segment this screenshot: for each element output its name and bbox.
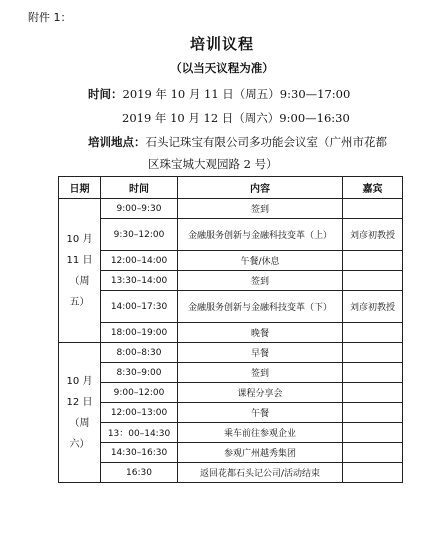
table-row — [59, 323, 403, 343]
content-cell: 签到 — [178, 363, 343, 383]
header-guest: 嘉宾 — [343, 177, 403, 199]
table-row — [59, 219, 403, 251]
date-line: （周 — [69, 417, 90, 429]
time-cell: 14:00–17:30 — [101, 291, 178, 323]
location-line-1 — [88, 134, 387, 150]
guest-cell — [343, 383, 403, 403]
date-line: 11 日 — [66, 254, 93, 266]
table-row — [59, 443, 403, 463]
time-cell: 16:30 — [101, 463, 178, 483]
header-content: 内容 — [178, 177, 343, 199]
guest-cell — [343, 423, 403, 443]
header-date: 日期 — [59, 177, 101, 199]
table-row — [59, 463, 403, 483]
time-cell: 8:00–8:30 — [101, 343, 178, 363]
content-cell: 返回花都石头记公司/活动结束 — [178, 463, 343, 483]
date-line: 六） — [69, 438, 90, 450]
date-line: （周 — [69, 275, 90, 287]
guest-cell — [343, 363, 403, 383]
table-row — [59, 199, 403, 219]
time-cell: 12:00–13:00 — [101, 403, 178, 423]
time-line-1 — [88, 86, 350, 102]
content-cell: 早餐 — [178, 343, 343, 363]
table-row — [59, 343, 403, 363]
time-cell: 18:00–19:00 — [101, 323, 178, 343]
time-cell: 13：00–14:30 — [101, 423, 178, 443]
time-cell: 8:30–9:00 — [101, 363, 178, 383]
content-cell: 晚餐 — [178, 323, 343, 343]
date-cell-day1 — [59, 199, 101, 343]
location-value-1: 石头记珠宝有限公司多功能会议室（广州市花都 — [145, 135, 387, 149]
time-cell: 14:30–16:30 — [101, 443, 178, 463]
content-cell: 午餐 — [178, 403, 343, 423]
table-row — [59, 363, 403, 383]
table-row — [59, 383, 403, 403]
table-row — [59, 423, 403, 443]
date-line: 五） — [69, 296, 90, 308]
time-label: 时间： — [88, 87, 123, 101]
header-time: 时间 — [101, 177, 178, 199]
page-title: 培训议程 — [189, 35, 254, 53]
date-line: 10 月 — [66, 233, 93, 245]
guest-cell — [343, 343, 403, 363]
date-line: 10 月 — [66, 375, 93, 387]
time-line-2: 2019 年 10 月 12 日（周六）9:00—16:30 — [122, 111, 350, 125]
agenda-table — [58, 176, 403, 483]
location-label: 培训地点： — [88, 135, 146, 149]
guest-cell — [343, 323, 403, 343]
content-cell: 午餐/休息 — [178, 251, 343, 271]
content-cell: 金融服务创新与金融科技变革（下） — [178, 291, 343, 323]
date-line: 12 日 — [66, 396, 93, 408]
guest-cell — [343, 271, 403, 291]
guest-cell: 刘彦初教授 — [343, 219, 403, 251]
table-row — [59, 271, 403, 291]
location-line-2: 区珠宝城大观园路 2 号） — [148, 157, 278, 171]
table-header-row — [59, 177, 403, 199]
time-cell: 12:00–14:00 — [101, 251, 178, 271]
page-subtitle: （以当天议程为准） — [170, 61, 274, 75]
table-row — [59, 403, 403, 423]
content-cell: 金融服务创新与金融科技变革（上） — [178, 219, 343, 251]
guest-cell — [343, 251, 403, 271]
time-value-1: 2019 年 10 月 11 日（周五）9:30—17:00 — [122, 87, 351, 101]
table-row — [59, 291, 403, 323]
content-cell: 签到 — [178, 271, 343, 291]
guest-cell — [343, 403, 403, 423]
time-cell: 9:30–12:00 — [101, 219, 178, 251]
guest-cell — [343, 199, 403, 219]
guest-cell — [343, 443, 403, 463]
guest-cell: 刘彦初教授 — [343, 291, 403, 323]
time-cell: 9:00–9:30 — [101, 199, 178, 219]
time-cell: 9:00–12:00 — [101, 383, 178, 403]
content-cell: 签到 — [178, 199, 343, 219]
time-cell: 13:30–14:00 — [101, 271, 178, 291]
table-row — [59, 251, 403, 271]
date-cell-day2 — [59, 343, 101, 483]
content-cell: 课程分享会 — [178, 383, 343, 403]
attachment-label: 附件 1： — [28, 11, 72, 24]
content-cell: 乘车前往参观企业 — [178, 423, 343, 443]
content-cell: 参观广州越秀集团 — [178, 443, 343, 463]
guest-cell — [343, 463, 403, 483]
